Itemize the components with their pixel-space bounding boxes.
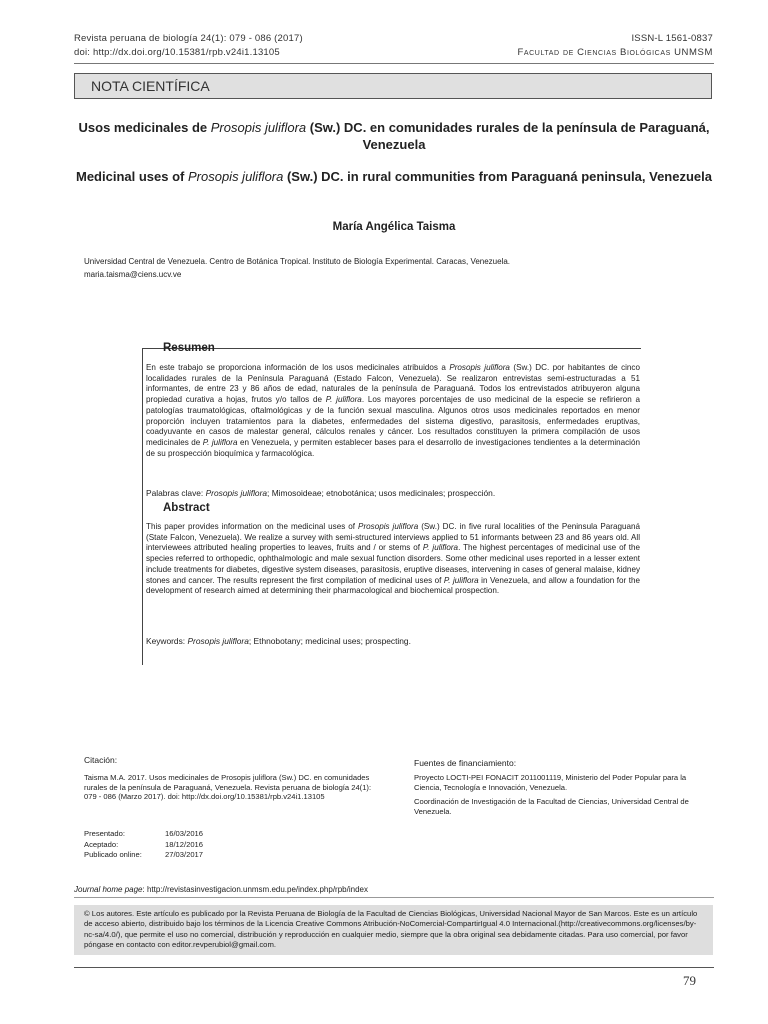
resumen-i1: Prosopis juliflora xyxy=(449,363,510,372)
issn: ISSN-L 1561-0837 xyxy=(631,33,713,44)
faculty-name: Facultad de Ciencias Biológicas UNMSM xyxy=(517,47,713,58)
funding-text-2: Coordinación de Investigación de la Facultad de Ciencias, Universidad Central de Venezuela. xyxy=(414,797,689,816)
keywords-species: Prosopis juliflora xyxy=(187,636,249,646)
title-en-pre: Medicinal uses of xyxy=(76,169,188,184)
header-rule xyxy=(74,63,714,64)
resumen-text xyxy=(146,363,640,459)
abstract-p2: (Sw.) DC. in five rural localities of the Peninsula Paraguaná (State Falcon, Venezuela). We realize a survey with semi-structured interviews applied to 51 informants between 23 and 86 years old. All interviewees attributed healing properties to leaves, fruits and / or stems of xyxy=(146,522,640,553)
page-number: 79 xyxy=(683,973,696,988)
section-label: NOTA CIENTÍFICA xyxy=(91,78,210,94)
palabras-clave xyxy=(146,488,495,498)
footer-rule xyxy=(74,967,714,968)
abstract-i2: P. juliflora xyxy=(422,543,459,553)
date-presentado-value: 16/03/2016 xyxy=(165,829,204,838)
license-text: © Los autores. Este artículo es publicado por la Revista Peruana de Biología de la Facultad de Ciencias Biológicas, Universidad Nacional Mayor de San Marcos. Este es un artículo de acceso abierto, distribuido bajo los términos de la Licencia Creative Commons Atribución-NoComercial-CompartirIgual 4.0 Internacional.(http://creativecommons.org/licenses/by-nc-sa/4.0/), que permite el uso no comercial, distribución y reproducción en cualquier medio, siempre que la obra original sea debidamente citadas. Para uso comercial, por favor póngase en contacto con editor.revperubiol@gmail.com. xyxy=(84,909,698,949)
title-en-species: Prosopis juliflora xyxy=(187,169,284,184)
author-name: María Angélica Taisma xyxy=(332,221,456,233)
license-box xyxy=(74,905,713,955)
funding-heading: Fuentes de financiamiento: xyxy=(414,758,517,768)
date-publicado-label: Publicado online: xyxy=(84,850,142,859)
palabras-clave-label: Palabras clave: xyxy=(146,488,206,498)
citation-heading: Citación: xyxy=(84,755,118,765)
date-aceptado-label: Aceptado: xyxy=(84,840,119,849)
abstract-i1: Prosopis juliflora xyxy=(358,522,419,531)
title-en-post: (Sw.) DC. in rural communities from Paraguaná peninsula, Venezuela xyxy=(283,169,712,184)
resumen-p1: En este trabajo se proporciona información de los usos medicinales atribuidos a xyxy=(146,363,450,372)
abstract-heading: Abstract xyxy=(163,502,210,514)
doi-line[interactable]: doi: http://dx.doi.org/10.15381/rpb.v24i1.13105 xyxy=(74,47,280,58)
affiliation: Universidad Central de Venezuela. Centro de Botánica Tropical. Instituto de Biología Experimental. Caracas, Venezuela. xyxy=(84,257,511,266)
abstract-p1: This paper provides information on the medicinal uses of xyxy=(146,522,359,531)
keywords xyxy=(146,636,411,646)
title-english xyxy=(74,168,714,185)
section-label-box xyxy=(74,73,712,99)
abstract-text xyxy=(146,522,640,597)
title-es-post: (Sw.) DC. en comunidades rurales de la península de Paraguaná, Venezuela xyxy=(306,120,710,152)
resumen-i2: P. juliflora xyxy=(325,395,362,405)
abstract-p4: in Venezuela, and allow a foundation for the development of research aimed at determining their pharmacological and biochemical prospection. xyxy=(146,575,641,596)
resumen-p2: (Sw.) DC. por habitantes de cinco localidades rurales de la Península Paraguaná (Estado Falcon, Venezuela). Se realizaron entrevistas semi-estructuradas a 51 informantes, de entre 23 y 86 años de edad, naturales de la península de Paraguaná. Todos los entrevistados atribuyeron alguna propiedad curativa a hojas, frutos y/o tallos de xyxy=(146,363,640,405)
resumen-i3: P. juliflora xyxy=(202,437,238,447)
abstract-p3: . The highest percentages of medicinal use of the species referred to orthopedic, ophthalmologic and male sexual function disorders. Some other medicinal uses reported in a lesser extent include treatments for diabetes, digestive system diseases, parasitosis, eruptive diseases, intervening in cases of general malaise, kidney stones and cancer. The results represent the first compilation of medicinal uses of xyxy=(146,543,640,585)
keywords-rest: ; Ethnobotany; medicinal uses; prospecting. xyxy=(248,636,411,646)
title-es-species: Prosopis juliflora xyxy=(210,120,307,135)
resumen-p4: en Venezuela, y permiten establecer bases para el desarrollo de investigaciones tendientes a la determinación de su prospección bioquímica y farmacológica. xyxy=(146,437,640,458)
homepage-rule xyxy=(74,897,714,898)
keywords-label: Keywords: xyxy=(146,636,188,646)
homepage-label: Journal home page xyxy=(74,885,143,894)
funding-text-1: Proyecto LOCTI-PEI FONACIT 2011001119, Ministerio del Poder Popular para la Ciencia, Tecnología e Innovación, Venezuela. xyxy=(414,773,687,792)
palabras-clave-species: Prosopis juliflora xyxy=(205,488,268,498)
citation-text: Taisma M.A. 2017. Usos medicinales de Prosopis juliflora (Sw.) DC. en comunidades rurales de la península de Paraguaná, Venezuela. Revista peruana de biología 24(1): 079 - 086 (Marzo 2017). doi: http://dx.doi.org/10.15381/rpb.v24i1.13105 xyxy=(84,773,372,802)
abstract-i3: P. juliflora xyxy=(443,575,479,585)
date-aceptado-value: 18/12/2016 xyxy=(165,840,204,849)
email[interactable]: maria.taisma@ciens.ucv.ve xyxy=(84,270,182,279)
date-publicado-value: 27/03/2017 xyxy=(165,850,204,859)
journal-citation-line: Revista peruana de biología 24(1): 079 - 086 (2017) xyxy=(74,33,303,44)
title-es-pre: Usos medicinales de xyxy=(78,120,211,135)
resumen-p3: . Los mayores porcentajes de uso medicinal de la especie se refirieron a patologías traumatológicas, oftalmológicas y de la función sexual masculina. Algunos otros usos medicinales reportados en menor proporción incluyen tratamientos para la diabetes, enfermedades del sistema digestivo, parasitosis, enfermedades eruptivas, coadyuvante en casos de malestar general, cálculos renales y cáncer. Los resultados constituyen la primera compilación de usos medicinales de xyxy=(146,395,640,447)
journal-homepage xyxy=(74,885,368,894)
resumen-heading: Resumen xyxy=(163,342,215,354)
palabras-clave-rest: ; Mimosoideae; etnobotánica; usos medicinales; prospección. xyxy=(267,488,496,498)
homepage-url[interactable]: : http://revistasinvestigacion.unmsm.edu.pe/index.php/rpb/index xyxy=(142,885,368,894)
title-spanish xyxy=(74,119,714,153)
date-presentado-label: Presentado: xyxy=(84,829,125,838)
